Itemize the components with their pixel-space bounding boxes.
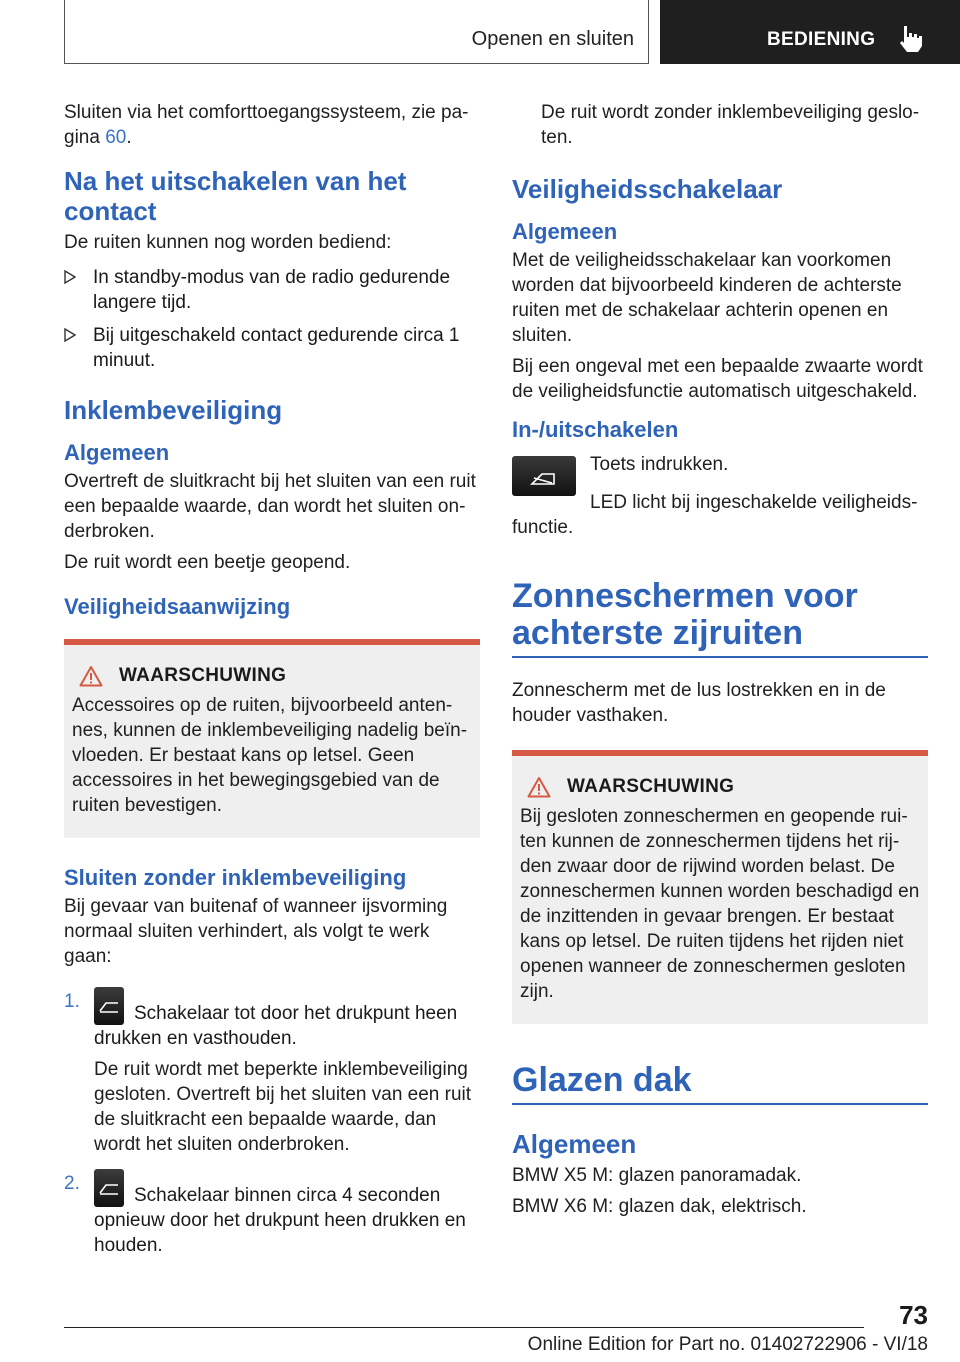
heading-close-without-clamp: Sluiten zonder inklembeveiliging [64, 865, 407, 890]
intro-text: Sluiten via het comforttoegangssysteem, zie pagina [64, 102, 469, 148]
on-off-paragraph-2: LED licht bij ingeschakelde veiligheidsfunctie. [512, 492, 918, 538]
page-link[interactable]: 60 [105, 127, 127, 148]
step-item [64, 987, 480, 1157]
list-item-text: Bij uitgeschakeld contact gedurende circa 1 minuut. [93, 325, 460, 371]
roof-paragraph-1: BMW X5 M: glazen panoramadak. [512, 1165, 802, 1186]
heading-glass-roof: Glazen dak [512, 1062, 928, 1105]
header-section-title: Openen en sluiten [471, 28, 634, 50]
step-lead-text: Schakelaar binnen circa 4 seconden opnieuw door het drukpunt heen drukken en houden. [94, 1185, 466, 1256]
list-item [64, 265, 480, 315]
window-switch-icon [94, 1169, 124, 1207]
heading-clamp-protection: Inklembeveiliging [64, 395, 283, 425]
step-item [64, 1169, 480, 1258]
heading-sunshades: Zonneschermen voor achterste zijruiten [512, 578, 928, 658]
header-section-tab [64, 0, 649, 64]
heading-safety-note: Veiligheidsaanwijzing [64, 594, 291, 619]
window-switch-icon [94, 987, 124, 1025]
footer-edition: Online Edition for Part no. 01402722906 - VI/18 [527, 1334, 928, 1355]
warning-text: Accessoires op de ruiten, bijvoorbeeld antennes, kunnen de inklembeveiliging nadelig beïnvloeden. Er bestaat kans op letsel. Geen accessoires in het bewegingsgebied van de ruiten bevestigen. [72, 695, 468, 816]
heading-on-off: In-/uitschakelen [512, 417, 679, 442]
after-ignition-text: De ruiten kunnen nog worden bediend: [64, 232, 392, 253]
intro-paragraph [64, 100, 480, 150]
list-item [64, 323, 480, 373]
heading-roof-general: Algemeen [512, 1129, 637, 1159]
right-column [512, 100, 928, 1225]
step-number: 2. [64, 1173, 80, 1194]
warning-triangle-icon [79, 665, 103, 687]
step-lead-text: Schakelaar tot door het drukpunt heen drukken en vasthouden. [94, 1003, 458, 1049]
sunshades-text: Zonnescherm met de lus lostrekken en in de houder vasthaken. [512, 680, 886, 726]
heading-after-ignition: Na het uitschakelen van het contact [64, 166, 407, 226]
intro-end: . [126, 127, 132, 148]
footer-divider [64, 1327, 864, 1328]
header-chapter-title: BEDIENING [767, 29, 876, 50]
heading-safety-switch: Veiligheidsschakelaar [512, 174, 783, 204]
triangle-bullet-icon [64, 270, 76, 284]
continued-text: De ruit wordt zonder inklembeveiliging gesloten. [541, 102, 920, 148]
step-number: 1. [64, 991, 80, 1012]
page-number: 73 [899, 1300, 928, 1330]
hand-pointer-icon [896, 24, 924, 54]
roof-paragraph-2: BMW X6 M: glazen dak, elektrisch. [512, 1196, 807, 1217]
heading-general: Algemeen [64, 440, 170, 465]
left-column [64, 100, 480, 1266]
on-off-paragraph-1: Toets indrukken. [590, 454, 729, 475]
child-lock-switch-icon [512, 456, 576, 496]
step-sub-text: De ruit wordt met beperkte inklembeveiliging gesloten. Overtreft bij het sluiten van een ruit de sluitkracht een bepaalde waarde, dan wordt het sluiten onderbroken. [94, 1059, 472, 1155]
safety-general-paragraph-1: Met de veiligheidsschakelaar kan voorkomen worden dat bijvoorbeeld kinderen de achterste ruiten met de schakelaar achterin openen en sluiten. [512, 250, 902, 346]
list-item-text: In standby-modus van de radio gedurende langere tijd. [93, 267, 451, 313]
safety-general-paragraph-2: Bij een ongeval met een bepaalde zwaarte wordt de veiligheidsfunctie automatisch uitgeschakeld. [512, 356, 923, 402]
triangle-bullet-icon [64, 328, 76, 342]
header-chapter-tab [660, 0, 960, 64]
close-without-clamp-text: Bij gevaar van buitenaf of wanneer ijsvorming normaal sluiten verhindert, als volgt te werk gaan: [64, 896, 448, 967]
general-paragraph-2: De ruit wordt een beetje geopend. [64, 552, 351, 573]
warning-text: Bij gesloten zonneschermen en geopende ruiten kunnen de zonneschermen tijdens het rijden zwaar door de rijwind worden belast. De zonneschermen kunnen worden beschadigd en de inzittenden in gevaar brengen. Er bestaat kans op letsel. De ruiten tijdens het rijden niet openen wanneer de zonneschermen gesloten zijn. [520, 806, 920, 1002]
warning-box [512, 750, 928, 1024]
warning-title: WAARSCHUWING [567, 776, 735, 797]
warning-triangle-icon [527, 776, 551, 798]
general-paragraph-1: Overtreft de sluitkracht bij het sluiten van een ruit een bepaalde waarde, dan wordt het sluiten onderbroken. [64, 471, 476, 542]
heading-general: Algemeen [512, 219, 618, 244]
warning-title: WAARSCHUWING [119, 665, 287, 686]
warning-box [64, 639, 480, 838]
